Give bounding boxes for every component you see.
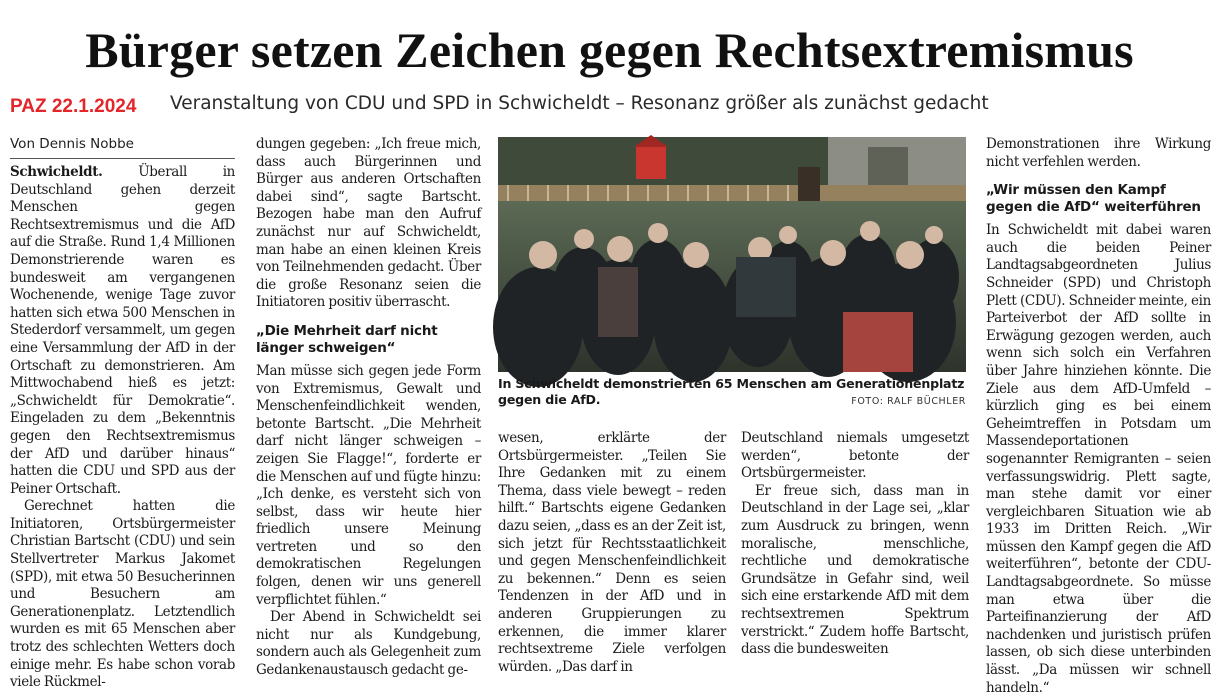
paragraph: In Schwicheldt mit dabei waren auch die beiden Peiner Landtagsabgeordneten Julius Schneider (SPD) und Christoph Plett (CDU). Schneider meinte, ein Parteiverbot der AfD sollte in Erwägung gezogen werden, auch wenn sich solch ein Verfahren über Jahre hinziehen könnte. Die Ziele aus dem AfD-Umfeld – kürzlich ging es bei einem Geheimtreffen in Potsdam um Massendeportationen sogenannter Remigranten – seien verfassungswidrig. Plett sagte, man stehe damit vor einer vergleichbaren Situation wie ab 1933 im Dritten Reich. „Wir müssen den Kampf gegen die AfD weiterführen“, betonte der CDU-Landtagsabgeordnete. So müsse man etwa über die Parteifinanzierung der AfD nachdenken und juristisch prüfen lassen, ob sich diese unterbinden lässt. „Da müssen wir schnell handeln.“ bbox=[986, 222, 1211, 696]
article-column-1 bbox=[10, 136, 235, 691]
photo-caption: In Schwicheldt demonstrierten 65 Menschen am Generationenplatz gegen die AfD. bbox=[498, 376, 965, 407]
paragraph: Deutschland niemals umgesetzt werden“, betonte der Ortsbürgermeister. bbox=[741, 430, 969, 482]
paragraph-text: Überall in Deutschland gehen derzeit Menschen gegen Rechtsextremismus und die AfD auf die Straße. Rund 1,4 Millionen Demonstrierende waren es bundesweit am vergangenen Wochenende, wenige Tage zuvor hatten sich etwa 500 Menschen in Stederdorf versammelt, um gegen eine Versammlung der AfD in der Ortschaft zu demonstrieren. Am Mittwochabend hieß es jetzt: „Schwicheldt für Demokratie“. Eingeladen zu dem „Bekenntnis gegen den Rechtsextremismus der AfD und darüber hinaus“ hatten die CDU und SPD aus der Peiner Ortschaft. bbox=[10, 164, 235, 497]
paragraph: dungen gegeben: „Ich freue mich, dass auch Bürgerinnen und Bürger aus anderen Ortschaften dabei sind“, sagte Bartscht. Bezogen habe man den Aufruf zunächst nur auf Schwicheldt, man habe an einen kleinen Kreis von Teilnehmenden gedacht. Über die große Resonanz seien die Initiatoren positiv überrascht. bbox=[256, 136, 481, 311]
paragraph: Man müsse sich gegen jede Form von Extremismus, Gewalt und Menschenfeindlichkeit wenden, betonte Bartscht. „Die Mehrheit darf nicht länger schweigen – zeigen Sie Flagge!“, forderte er die Menschen auf und fügte hinzu: „Ich denke, es versteht sich von selbst, dass wir heute hier friedlich unsere Meinung vertreten und so den demokratischen Regelungen folgen, denen wir uns generell verpflichtet fühlen.“ bbox=[256, 362, 481, 608]
section-heading: „Die Mehrheit darf nicht länger schweigen“ bbox=[256, 322, 438, 356]
photo-credit: FOTO: RALF BÜCHLER bbox=[851, 396, 966, 407]
paragraph bbox=[10, 164, 235, 498]
article-photo bbox=[498, 137, 966, 372]
paragraph: Gerechnet hatten die Initiatoren, Ortsbürgermeister Christian Bartscht (CDU) und sein Stellvertreter Markus Jakomet (SPD), mit etwa 50 Besucherinnen und Besuchern am Generationenplatz. Letztendlich wurden es mit 65 Menschen aber trotz des schlechten Wetters doch einige mehr. Es habe schon vorab viele Rückmel- bbox=[10, 498, 235, 691]
section-heading: „Wir müssen den Kampf gegen die AfD“ weiterführen bbox=[986, 182, 1201, 216]
article-column-2 bbox=[256, 136, 481, 679]
article-column-4 bbox=[741, 430, 969, 664]
article-column-5 bbox=[986, 136, 1211, 696]
article-column-3 bbox=[498, 430, 726, 675]
subheadline: Veranstaltung von CDU und SPD in Schwicheldt – Resonanz größer als zunächst gedacht bbox=[170, 93, 989, 114]
paragraph: Der Abend in Schwicheldt sei nicht nur als Kundgebung, sondern auch als Gelegenheit zum Gedankenaustausch gedacht ge- bbox=[256, 609, 481, 679]
byline: Von Dennis Nobbe bbox=[10, 136, 235, 159]
paragraph: Er freue sich, dass man in Deutschland in der Lage sei, „klar zum Ausdruck zu bringen, wenn moralische, menschliche, rechtliche und demokratische Grundsätze in Gefahr sind, weil sich eine erstarkende AfD mit dem rechtsextremen Spektrum verstrickt.“ Zudem hoffe Bartscht, dass die bundesweiten bbox=[741, 482, 969, 658]
crowd-photo-illustration bbox=[498, 137, 966, 372]
paragraph: wesen, erklärte der Ortsbürgermeister. „Teilen Sie Ihre Gedanken mit zu einem Thema, dass viele bewegt – reden hilft.“ Bartschts eigene Gedanken dazu seien, „dass es an der Zeit ist, sich jetzt für Rechtsstaatlichkeit und gegen Menschenfeindlichkeit zu bekennen.“ Denn es seien Tendenzen in der AfD und in anderen Gruppierungen zu erkennen, die immer klarer rechtsextreme Ziele verfolgen würden. „Das darf in bbox=[498, 430, 726, 675]
dateline: Schwicheldt. bbox=[10, 164, 103, 180]
paragraph: Demonstrationen ihre Wirkung nicht verfehlen werden. bbox=[986, 136, 1211, 170]
headline: Bürger setzen Zeichen gegen Rechtsextremismus bbox=[85, 22, 1134, 78]
date-stamp: PAZ 22.1.2024 bbox=[10, 96, 137, 117]
